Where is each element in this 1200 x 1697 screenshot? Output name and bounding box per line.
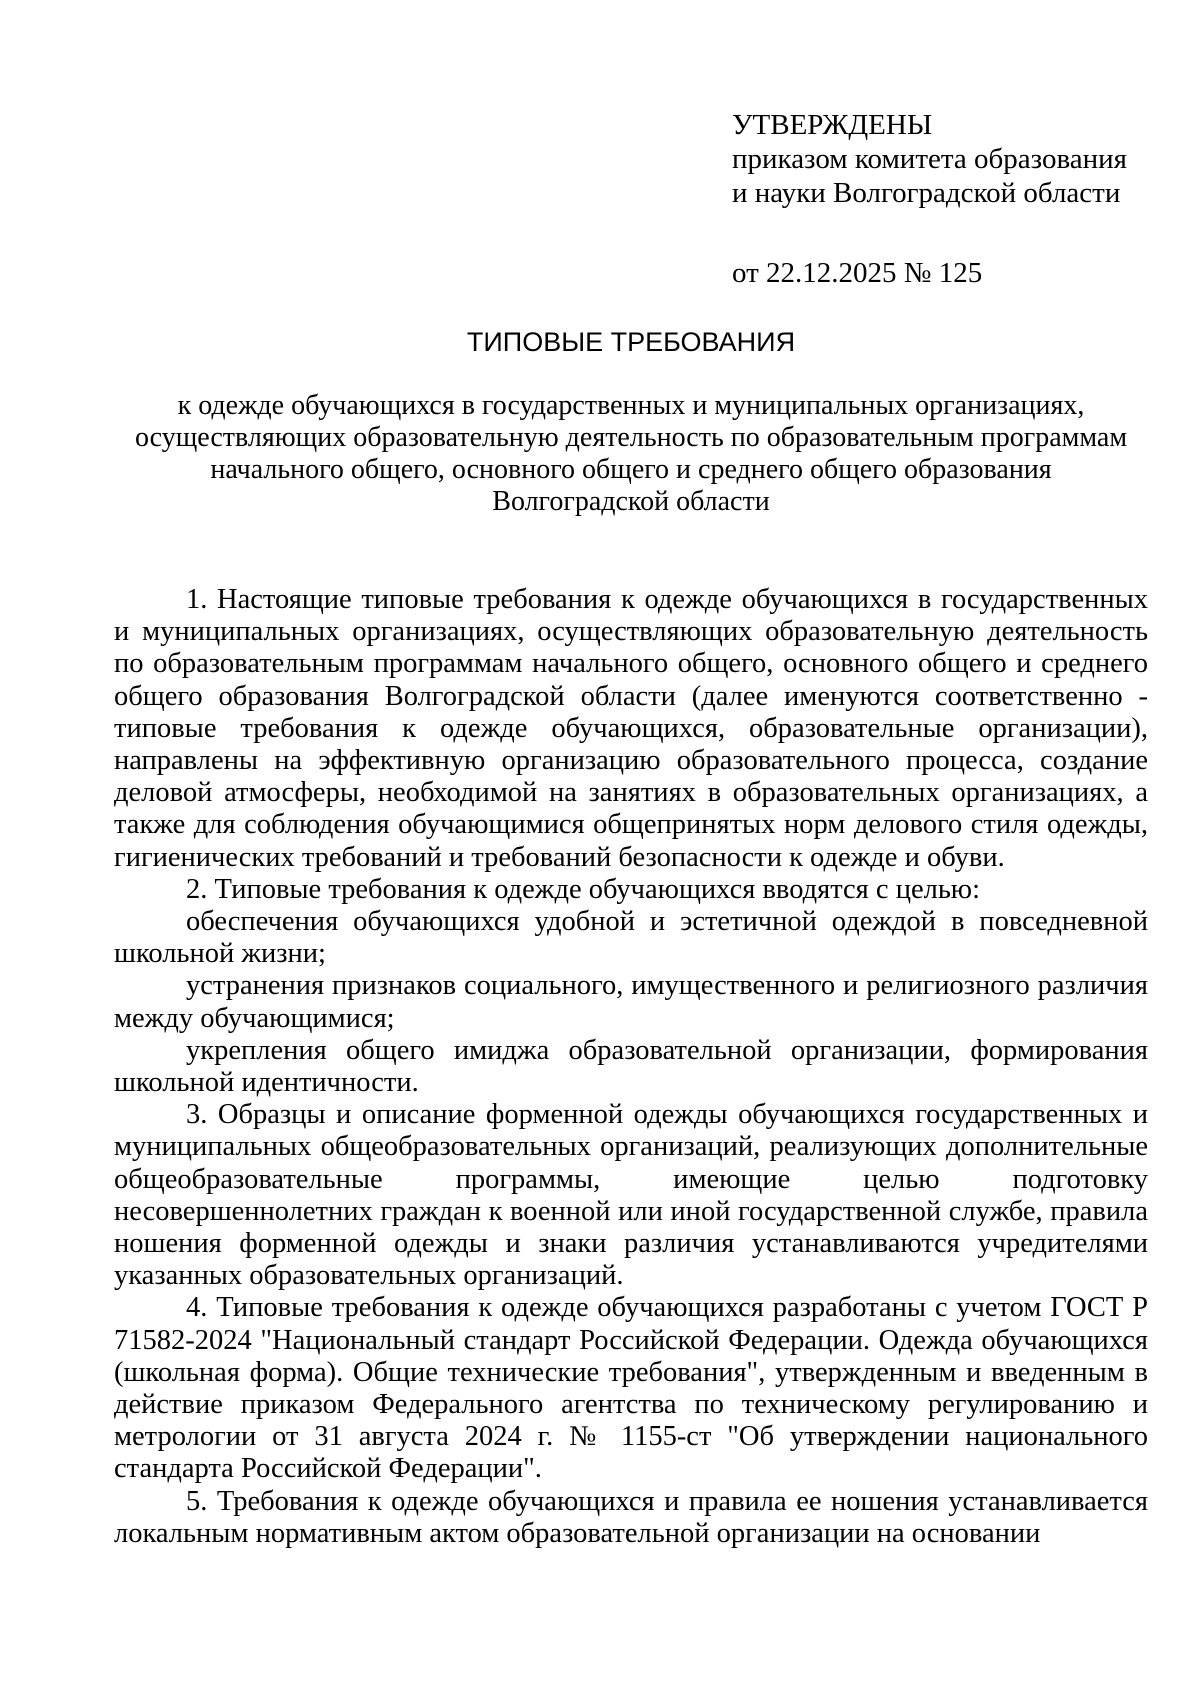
paragraph-5: 5. Требования к одежде обучающихся и правила ее ношения устанавливается локальным нормативным актом образовательной организации на основании — [114, 1485, 1148, 1549]
document-body — [114, 584, 1148, 1550]
approval-line-1: приказом комитета образования — [732, 143, 1127, 175]
approval-stamp — [732, 108, 1172, 290]
subtitle-line: Волгоградской области — [492, 486, 770, 517]
paragraph-2-item-2: устранения признаков социального, имущественного и религиозного различия между обучающимися; — [114, 970, 1148, 1034]
paragraph-1: 1. Настоящие типовые требования к одежде обучающихся в государственных и муниципальных организациях, осуществляющих образовательную деятельность по образовательным программам начального общего, основного общего и среднего общего образования Волгоградской области (далее именуются соответственно - типовые требования к одежде обучающихся, образовательные организации), направлены на эффективную организацию образовательного процесса, создание деловой атмосферы, необходимой на занятиях в образовательных организациях, а также для соблюдения обучающимися общепринятых норм делового стиля одежды, гигиенических требований и требований безопасности к одежде и обуви. — [114, 584, 1148, 873]
document-subtitle — [100, 390, 1162, 518]
document-title: ТИПОВЫЕ ТРЕБОВАНИЯ — [466, 327, 796, 357]
paragraph-2-item-3: укрепления общего имиджа образовательной организации, формирования школьной идентичности. — [114, 1034, 1148, 1099]
paragraph-2-item-1: обеспечения обучающихся удобной и эстетичной одеждой в повседневной школьной жизни; — [114, 906, 1148, 970]
approval-date: от 22.12.2025 № 125 — [732, 257, 983, 289]
paragraph-2: 2. Типовые требования к одежде обучающихся вводятся с целью: — [186, 873, 981, 905]
subtitle-line: осуществляющих образовательную деятельность по образовательным программам — [134, 422, 1128, 453]
approval-heading: УТВЕРЖДЕНЫ — [732, 109, 933, 141]
paragraph-3: 3. Образцы и описание форменной одежды обучающихся государственных и муниципальных общеобразовательных организаций, реализующих дополнительные общеобразовательные программы, имеющие целью подготовку несовершеннолетних граждан к военной или иной государственной службе, правила ношения форменной одежды и знаки различия устанавливаются учредителями указанных образовательных организаций. — [114, 1099, 1148, 1292]
subtitle-line: начального общего, основного общего и среднего общего образования — [210, 454, 1052, 485]
subtitle-line: к одежде обучающихся в государственных и муниципальных организациях, — [177, 390, 1085, 421]
paragraph-4: 4. Типовые требования к одежде обучающихся разработаны с учетом ГОСТ Р 71582-2024 "Национальный стандарт Российской Федерации. Одежда обучающихся (школьная форма). Общие технические требования", утвержденным и введенным в действие приказом Федерального агентства по техническому регулированию и метрологии от 31 августа 2024 г. № 1155-ст "Об утверждении национального стандарта Российской Федерации". — [114, 1292, 1148, 1485]
approval-line-2: и науки Волгоградской области — [732, 177, 1121, 209]
